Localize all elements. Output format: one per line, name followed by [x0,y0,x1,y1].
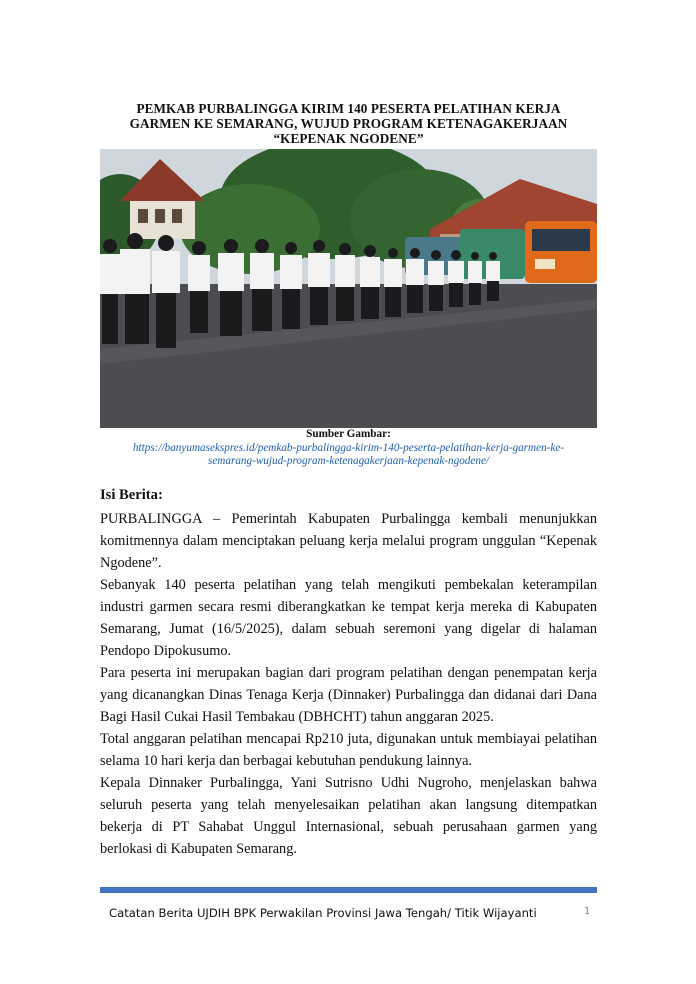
caption-label: Sumber Gambar: [306,428,391,440]
article-photo [100,149,597,428]
source-link[interactable] [100,442,597,469]
title-line-2: GARMEN KE SEMARANG, WUJUD PROGRAM KETENAGAKERJAAN [129,116,568,131]
paragraph-1: PURBALINGGA – Pemerintah Kabupaten Purbalingga kembali menunjukkan komitmennya dalam menciptakan peluang kerja melalui program unggulan “Kepenak Ngodene”. [100,511,597,571]
footer-divider [100,887,597,893]
title-line-1: PEMKAB PURBALINGGA KIRIM 140 PESERTA PELATIHAN KERJA [136,101,561,116]
paragraph-4: Total anggaran pelatihan mencapai Rp210 juta, digunakan untuk membiayai pelatihan selama 10 hari kerja dan berbagai kebutuhan pendukung lainnya. [100,731,597,769]
source-link-line-1[interactable]: https://banyumasekspres.id/pemkab-purbalingga-kirim-140-peserta-pelatihan-kerja-garmen-ke- [132,441,565,454]
article-body [100,508,597,860]
source-link-line-2[interactable]: semarang-wujud-program-ketenagakerjaan-kepenak-ngodene/ [207,455,490,467]
page-number: 1 [584,906,591,917]
footer-text: Catatan Berita UJDIH BPK Perwakilan Provinsi Jawa Tengah/ Titik Wijayanti [109,906,537,920]
article-title [100,101,597,146]
paragraph-3: Para peserta ini merupakan bagian dari program pelatihan dengan penempatan kerja yang dicanangkan Dinas Tenaga Kerja (Dinnaker) Purbalingga dan didanai dari Dana Bagi Hasil Cukai Hasil Tembakau (DBHCHT) tahun anggaran 2025. [100,665,597,725]
paragraph-2: Sebanyak 140 peserta pelatihan yang telah mengikuti pembekalan keterampilan industri garmen secara resmi diberangkatkan ke tempat kerja mereka di Kabupaten Semarang, Jumat (16/5/2025), dalam sebuah seremoni yang digelar di halaman Pendopo Dipokusumo. [100,577,597,659]
section-heading: Isi Berita: [100,487,163,503]
title-line-3: “KEPENAK NGODENE” [273,131,424,146]
paragraph-5: Kepala Dinnaker Purbalingga, Yani Sutrisno Udhi Nugroho, menjelaskan bahwa seluruh peserta yang telah menyelesaikan pelatihan akan langsung ditempatkan bekerja di PT Sahabat Unggul Internasional, sebuah perusahaan garmen yang berlokasi di Kabupaten Semarang. [100,775,597,857]
photo-caption [100,428,597,469]
